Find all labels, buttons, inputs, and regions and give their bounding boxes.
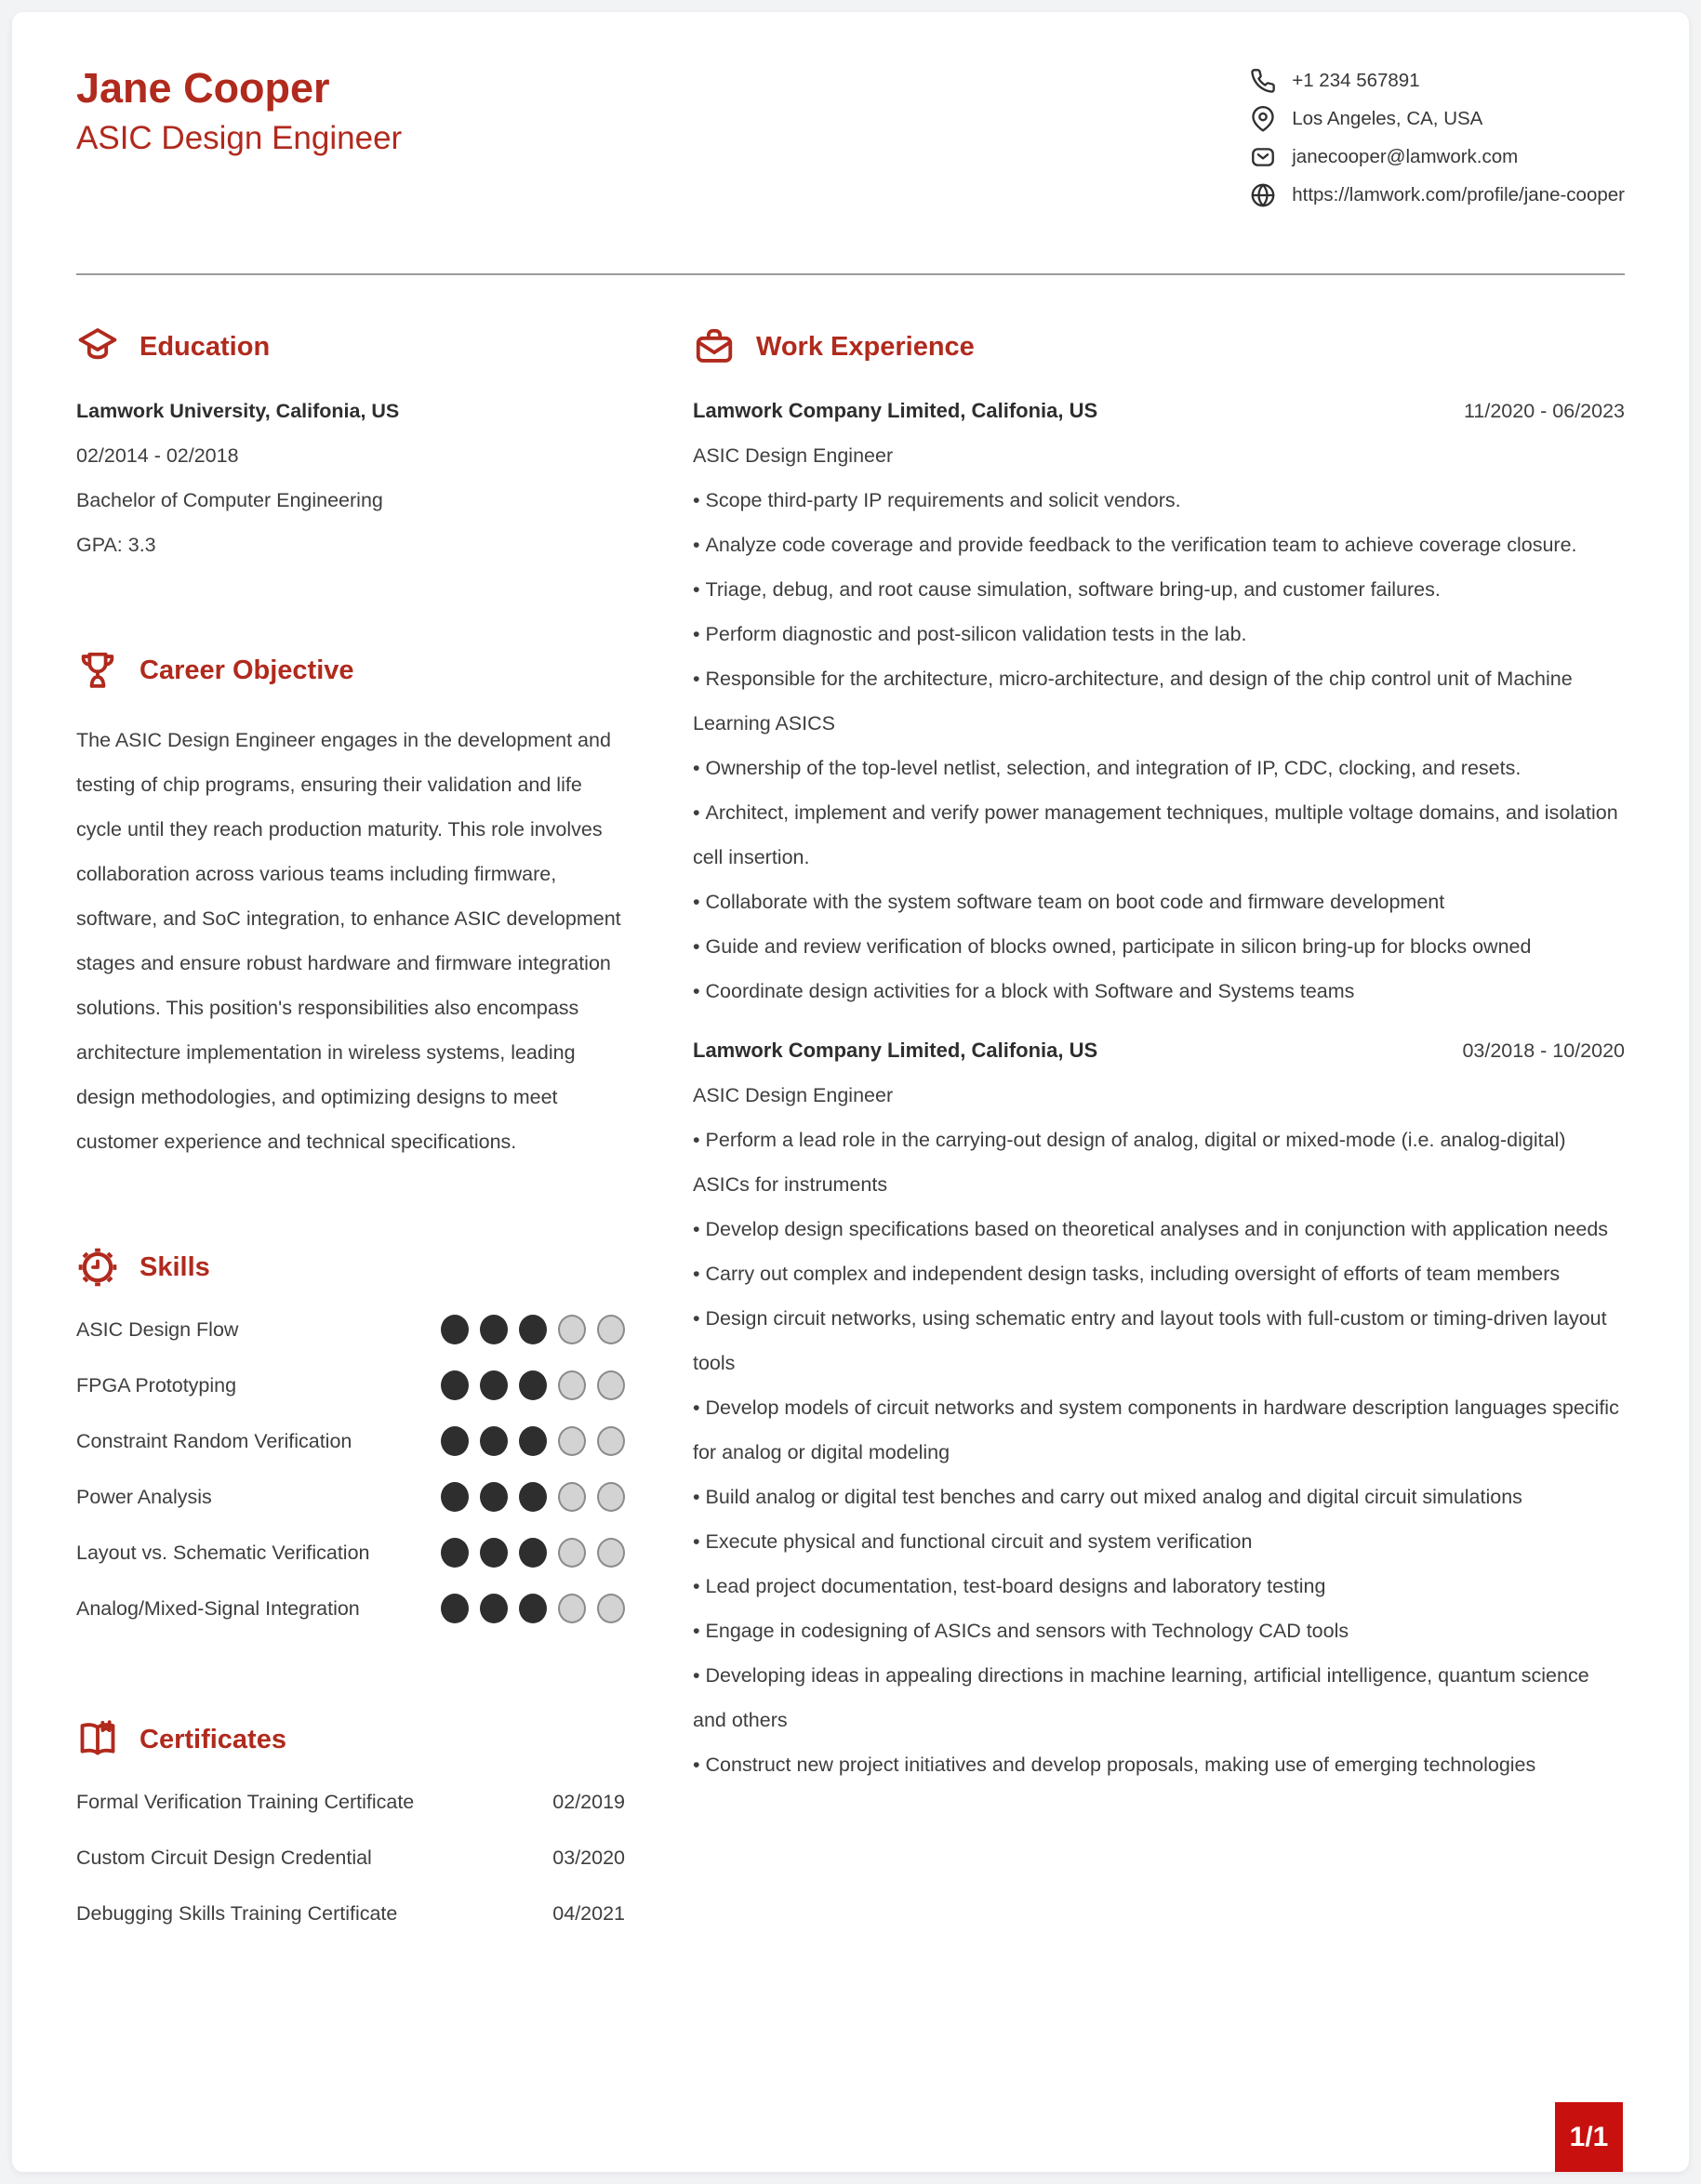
contact-location-text: Los Angeles, CA, USA bbox=[1292, 108, 1483, 129]
job-bullet: • Carry out complex and independent design tasks, including oversight of efforts of team members bbox=[693, 1251, 1625, 1296]
skill-dot bbox=[480, 1538, 508, 1568]
skill-row bbox=[76, 1581, 625, 1636]
contact-row-email bbox=[1250, 144, 1625, 170]
section-title-objective: Career Objective bbox=[140, 655, 354, 685]
job-bullet: • Guide and review verification of blocks owned, participate in silicon bring-up for blocks owned bbox=[693, 924, 1625, 969]
job-bullet: • Develop models of circuit networks and system components in hardware description languages specific for analog or digital modeling bbox=[693, 1385, 1625, 1475]
job-dates: 11/2020 - 06/2023 bbox=[1464, 400, 1625, 422]
skill-rating bbox=[441, 1370, 625, 1400]
skill-dot bbox=[519, 1370, 547, 1400]
certificates-section bbox=[76, 1718, 625, 1941]
certificate-row bbox=[76, 1830, 625, 1886]
skill-dot bbox=[441, 1426, 469, 1456]
skill-dot bbox=[558, 1426, 586, 1456]
skill-row bbox=[76, 1469, 625, 1525]
graduation-cap-icon bbox=[76, 325, 119, 368]
skill-dot bbox=[558, 1538, 586, 1568]
skill-row bbox=[76, 1525, 625, 1581]
skill-name: Power Analysis bbox=[76, 1485, 212, 1508]
job-bullet: • Scope third-party IP requirements and solicit vendors. bbox=[693, 478, 1625, 523]
job-role: ASIC Design Engineer bbox=[693, 1084, 894, 1106]
skill-name: Constraint Random Verification bbox=[76, 1429, 352, 1452]
job-entry bbox=[693, 1028, 1625, 1787]
job-dates: 03/2018 - 10/2020 bbox=[1462, 1039, 1625, 1062]
objective-text: The ASIC Design Engineer engages in the development and testing of chip programs, ensuring their validation and life cycle until they reach production maturity. This role involves collaboration across various teams including firmware, software, and SoC integration, to enhance ASIC development stages and ensure robust hardware and firmware integration solutions. This position's responsibilities also encompass architecture implementation in wireless systems, leading design methodologies, and optimizing designs to meet customer experience and technical specifications. bbox=[76, 729, 621, 1153]
education-section bbox=[76, 325, 625, 567]
section-title-skills: Skills bbox=[140, 1251, 210, 1282]
skill-dot bbox=[519, 1426, 547, 1456]
job-bullet: • Coordinate design activities for a block with Software and Systems teams bbox=[693, 969, 1625, 1013]
skill-rating bbox=[441, 1315, 625, 1344]
education-body bbox=[76, 389, 625, 567]
certificate-name: Custom Circuit Design Credential bbox=[76, 1846, 372, 1869]
person-title: ASIC Design Engineer bbox=[76, 120, 403, 157]
job-entry bbox=[693, 389, 1625, 1013]
skill-dot bbox=[519, 1538, 547, 1568]
skill-dot bbox=[480, 1315, 508, 1344]
skill-row bbox=[76, 1357, 625, 1413]
job-bullet: • Architect, implement and verify power management techniques, multiple voltage domains, and isolation cell insertion. bbox=[693, 790, 1625, 880]
job-bullet: • Lead project documentation, test-board designs and laboratory testing bbox=[693, 1564, 1625, 1608]
job-company: Lamwork Company Limited, Califonia, US bbox=[693, 1039, 1098, 1062]
contact-email-text: janecooper@lamwork.com bbox=[1292, 146, 1519, 167]
skill-name: Analog/Mixed-Signal Integration bbox=[76, 1596, 360, 1620]
job-bullet: • Responsible for the architecture, micro-architecture, and design of the chip control unit of Machine Learning ASICS bbox=[693, 656, 1625, 746]
resume-header bbox=[76, 66, 1625, 275]
skill-dot bbox=[597, 1538, 625, 1568]
globe-icon bbox=[1250, 182, 1276, 208]
skill-dot bbox=[441, 1482, 469, 1512]
objective-section-header bbox=[76, 649, 625, 692]
resume-columns bbox=[76, 325, 1625, 1941]
skill-rating bbox=[441, 1426, 625, 1456]
job-bullet: • Triage, debug, and root cause simulation, software bring-up, and customer failures. bbox=[693, 567, 1625, 612]
skills-section bbox=[76, 1246, 625, 1636]
contact-row-website bbox=[1250, 182, 1625, 208]
job-bullet: • Perform a lead role in the carrying-out design of analog, digital or mixed-mode (i.e. analog-digital) ASICs for instruments bbox=[693, 1118, 1625, 1207]
skills-body bbox=[76, 1302, 625, 1636]
identity-block bbox=[76, 66, 402, 157]
briefcase-icon bbox=[693, 325, 736, 368]
section-title-experience: Work Experience bbox=[756, 331, 975, 362]
job-bullet: • Ownership of the top-level netlist, selection, and integration of IP, CDC, clocking, and resets. bbox=[693, 746, 1625, 790]
job-bullets bbox=[693, 478, 1625, 1013]
skills-section-header bbox=[76, 1246, 625, 1289]
certificate-name: Formal Verification Training Certificate bbox=[76, 1790, 415, 1813]
skill-dot bbox=[441, 1370, 469, 1400]
skill-dot bbox=[597, 1315, 625, 1344]
education-degree: Bachelor of Computer Engineering bbox=[76, 489, 383, 511]
phone-icon bbox=[1250, 68, 1276, 94]
skill-dot bbox=[441, 1315, 469, 1344]
education-gpa: GPA: 3.3 bbox=[76, 534, 156, 556]
right-column bbox=[693, 325, 1625, 1941]
education-section-header bbox=[76, 325, 625, 368]
job-bullet: • Engage in codesigning of ASICs and sensors with Technology CAD tools bbox=[693, 1608, 1625, 1653]
contact-phone-text: +1 234 567891 bbox=[1292, 70, 1420, 91]
page-number-badge: 1/1 bbox=[1555, 2102, 1623, 2172]
skill-dot bbox=[558, 1315, 586, 1344]
skill-dot bbox=[441, 1594, 469, 1623]
certificates-section-header bbox=[76, 1718, 625, 1761]
certificate-date: 04/2021 bbox=[552, 1901, 625, 1925]
skill-rating bbox=[441, 1538, 625, 1568]
job-bullet: • Perform diagnostic and post-silicon validation tests in the lab. bbox=[693, 612, 1625, 656]
skill-dot bbox=[519, 1594, 547, 1623]
open-book-icon bbox=[76, 1718, 119, 1761]
trophy-icon bbox=[76, 649, 119, 692]
experience-section-header bbox=[693, 325, 1625, 368]
section-title-education: Education bbox=[140, 331, 271, 362]
job-bullet: • Build analog or digital test benches and carry out mixed analog and digital circuit simulations bbox=[693, 1475, 1625, 1519]
job-bullet: • Collaborate with the system software team on boot code and firmware development bbox=[693, 880, 1625, 924]
job-bullet: • Construct new project initiatives and develop proposals, making use of emerging technologies bbox=[693, 1742, 1625, 1787]
job-role: ASIC Design Engineer bbox=[693, 444, 894, 467]
skill-dot bbox=[558, 1482, 586, 1512]
job-bullet: • Analyze code coverage and provide feedback to the verification team to achieve coverage closure. bbox=[693, 523, 1625, 567]
skill-name: ASIC Design Flow bbox=[76, 1317, 239, 1341]
job-bullet: • Develop design specifications based on theoretical analyses and in conjunction with application needs bbox=[693, 1207, 1625, 1251]
person-name: Jane Cooper bbox=[76, 64, 330, 112]
job-bullet: • Design circuit networks, using schematic entry and layout tools with full-custom or timing-driven layout tools bbox=[693, 1296, 1625, 1385]
gear-clock-icon bbox=[76, 1246, 119, 1289]
certificate-date: 03/2020 bbox=[552, 1846, 625, 1869]
objective-section bbox=[76, 649, 625, 1164]
certificate-name: Debugging Skills Training Certificate bbox=[76, 1901, 398, 1925]
education-school: Lamwork University, Califonia, US bbox=[76, 400, 400, 422]
skill-rating bbox=[441, 1482, 625, 1512]
certificate-date: 02/2019 bbox=[552, 1790, 625, 1813]
skill-dot bbox=[558, 1594, 586, 1623]
skill-dot bbox=[519, 1315, 547, 1344]
skill-rating bbox=[441, 1594, 625, 1623]
email-icon bbox=[1250, 144, 1276, 170]
certificate-row bbox=[76, 1886, 625, 1941]
certificates-body bbox=[76, 1774, 625, 1941]
skill-row bbox=[76, 1302, 625, 1357]
skill-dot bbox=[480, 1426, 508, 1456]
resume-page bbox=[12, 12, 1689, 2172]
location-icon bbox=[1250, 106, 1276, 132]
job-header bbox=[693, 1028, 1625, 1073]
contact-row-phone bbox=[1250, 68, 1625, 94]
skill-dot bbox=[441, 1538, 469, 1568]
skill-dot bbox=[597, 1370, 625, 1400]
job-bullets bbox=[693, 1118, 1625, 1787]
job-header bbox=[693, 389, 1625, 433]
skill-dot bbox=[597, 1594, 625, 1623]
skill-dot bbox=[597, 1482, 625, 1512]
skill-name: FPGA Prototyping bbox=[76, 1373, 237, 1396]
skill-dot bbox=[519, 1482, 547, 1512]
skill-dot bbox=[480, 1370, 508, 1400]
skill-dot bbox=[480, 1482, 508, 1512]
education-dates: 02/2014 - 02/2018 bbox=[76, 444, 239, 467]
job-bullet: • Execute physical and functional circuit and system verification bbox=[693, 1519, 1625, 1564]
skill-dot bbox=[597, 1426, 625, 1456]
jobs-list bbox=[693, 389, 1625, 1787]
skill-dot bbox=[480, 1594, 508, 1623]
job-bullet: • Developing ideas in appealing directions in machine learning, artificial intelligence, quantum science and others bbox=[693, 1653, 1625, 1742]
contact-list bbox=[1250, 66, 1625, 208]
skill-row bbox=[76, 1413, 625, 1469]
section-title-certificates: Certificates bbox=[140, 1724, 286, 1754]
left-column bbox=[76, 325, 625, 1941]
skill-dot bbox=[558, 1370, 586, 1400]
experience-section bbox=[693, 325, 1625, 1787]
certificate-row bbox=[76, 1774, 625, 1830]
skill-name: Layout vs. Schematic Verification bbox=[76, 1541, 370, 1564]
job-company: Lamwork Company Limited, Califonia, US bbox=[693, 399, 1098, 422]
contact-website-text: https://lamwork.com/profile/jane-cooper bbox=[1292, 184, 1625, 205]
contact-row-location bbox=[1250, 106, 1625, 132]
